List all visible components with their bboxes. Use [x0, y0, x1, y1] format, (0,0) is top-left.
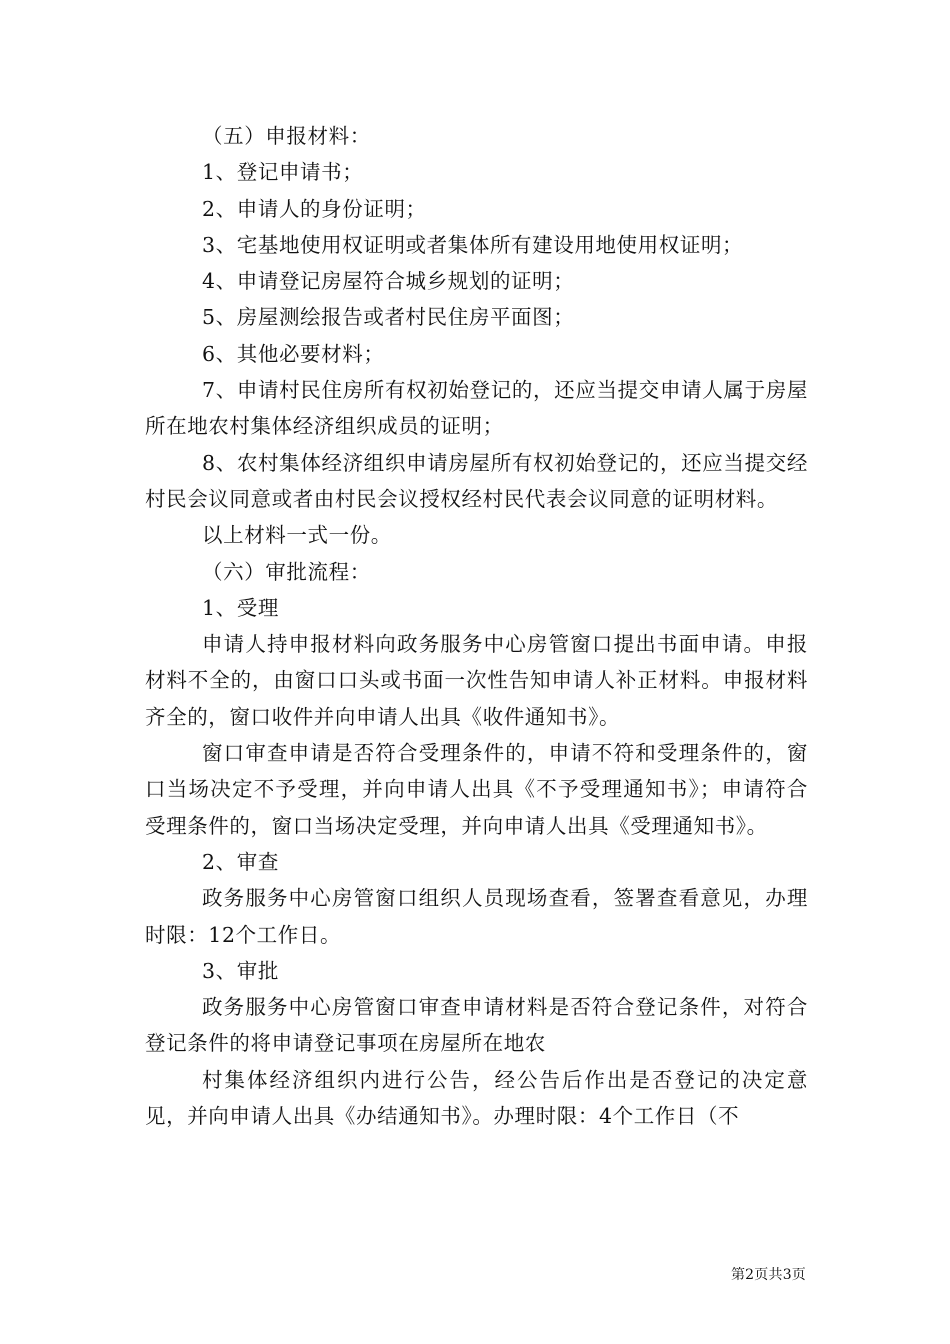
list-item: 5、房屋测绘报告或者村民住房平面图；	[202, 305, 575, 330]
list-item: 6、其他必要材料；	[202, 341, 385, 366]
list-item: 3、宅基地使用权证明或者集体所有建设用地使用权证明；	[202, 232, 744, 257]
body-paragraph: 村集体经济组织内进行公告，经公告后作出是否登记的决定意见，并向申请人出具《办结通知书》。办理时限：4个工作日（不	[145, 1067, 808, 1129]
section-heading-approval-process: （六）审批流程：	[202, 559, 371, 584]
subheading-approval: 3、审批	[202, 958, 279, 983]
list-item: 7、申请村民住房所有权初始登记的，还应当提交申请人属于房屋所在地农村集体经济组织成员的证明；	[145, 378, 808, 439]
list-item: 8、农村集体经济组织申请房屋所有权初始登记的，还应当提交经村民会议同意或者由村民会议授权经村民代表会议同意的证明材料。	[145, 450, 808, 511]
list-item: 1、登记申请书；	[202, 160, 364, 185]
body-paragraph: 申请人持申报材料向政务服务中心房管窗口提出书面申请。申报材料不全的，由窗口口头或书面一次性告知申请人补正材料。申报材料齐全的，窗口收件并向申请人出具《收件通知书》。	[145, 632, 808, 729]
subheading-acceptance: 1、受理	[202, 595, 279, 620]
list-item: 4、申请登记房屋符合城乡规划的证明；	[202, 269, 575, 294]
subheading-review: 2、审查	[202, 849, 279, 874]
section-heading-materials: （五）申报材料：	[202, 124, 371, 148]
body-paragraph: 窗口审查申请是否符合受理条件的，申请不符和受理条件的，窗口当场决定不予受理，并向申请人出具《不予受理通知书》；申请符合受理条件的，窗口当场决定受理，并向申请人出具《受理通知书》。	[145, 741, 808, 838]
document-body	[145, 118, 808, 1134]
body-paragraph: 政务服务中心房管窗口组织人员现场查看，签署查看意见，办理时限：12个工作日。	[145, 886, 808, 947]
page-number: 第2页共3页	[730, 1267, 806, 1283]
body-paragraph: 政务服务中心房管窗口审查申请材料是否符合登记条件，对符合登记条件的将申请登记事项在房屋所在地农	[145, 995, 808, 1056]
materials-note: 以上材料一式一份。	[202, 523, 392, 548]
list-item: 2、申请人的身份证明；	[202, 196, 427, 221]
